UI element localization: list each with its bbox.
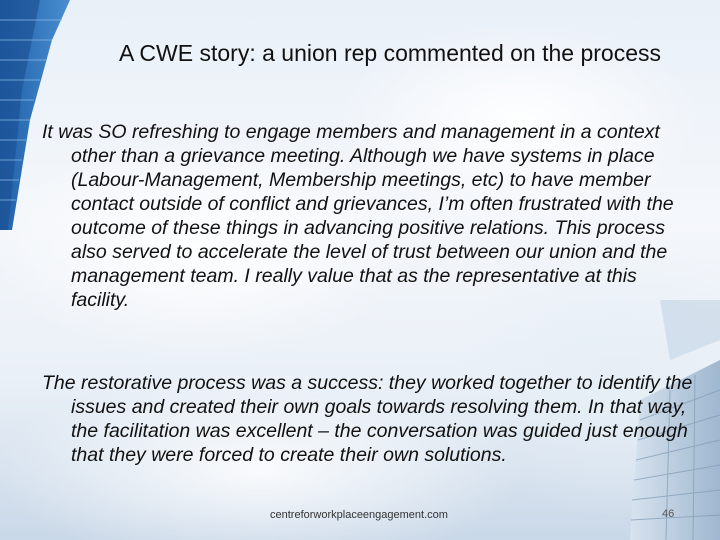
page-number: 46: [662, 508, 675, 520]
footer-website: centreforworkplaceengagement.com: [270, 509, 448, 521]
quote-paragraph-1: It was SO refreshing to engage members and management in a context other than a grievance meeting. Although we have systems in place (Labour-Management, Membership meetings, etc) to have member contact outside of conflict and grievances, I’m often frustrated with the outcome of these things in advancing positive relations. This process also served to accelerate the level of trust between our union and the management team. I really value that as the representative at this facility.: [42, 121, 674, 311]
quote-paragraph-2: The restorative process was a success: they worked together to identify the issues and created their own goals towards resolving them. In that way, the facilitation was excellent – the conversation was guided just enough that they were forced to create their own solutions.: [42, 372, 693, 466]
slide-title: A CWE story: a union rep commented on the process: [118, 40, 662, 66]
